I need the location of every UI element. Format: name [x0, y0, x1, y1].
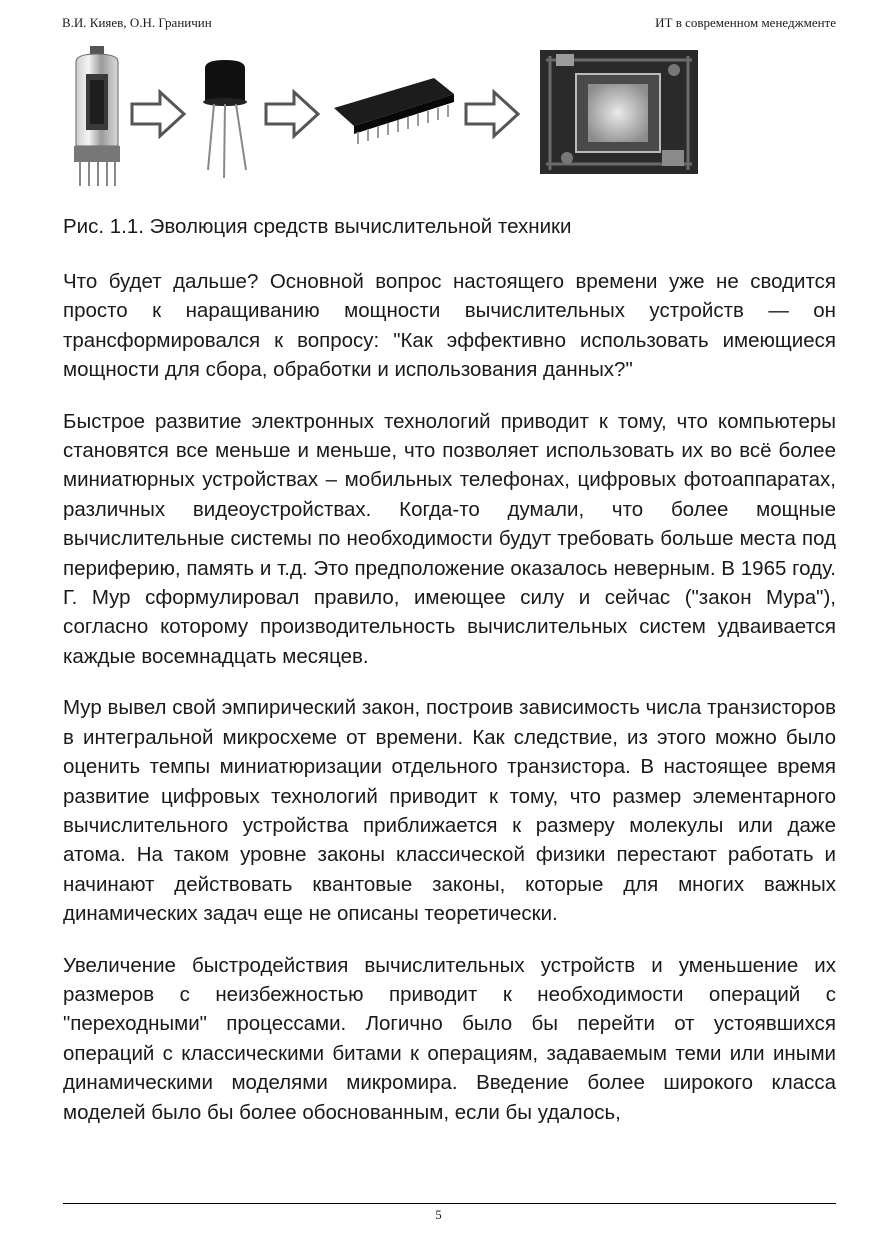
paragraph: Мур вывел свой эмпирический закон, построив зависимость числа транзисторов в интегральной микросхеме от времени. Как следствие, из этого можно было оценить темпы миниатюризации отдельного транзистора. В настоящее время развитие цифровых технологий приводит к тому, что размер элементарного вычислительного устройства приближается к размеру молекулы или даже атома. На таком уровне законы классической физики перестают работать и начинают действовать квантовые законы, которые для многих важных динамических задач еще не описаны теоретически.: [63, 696, 836, 926]
figure-caption: Рис. 1.1. Эволюция средств вычислительной техники: [63, 215, 572, 238]
paragraph: Что будет дальше? Основной вопрос настоящего времени уже не сводится просто к наращиванию мощности вычислительных устройств — он трансформировался к вопросу: "Как эффективно использовать имеющиеся мощности для сбора, обработки и использования данных?": [63, 270, 836, 382]
header-authors: В.И. Кияев, О.Н. Граничин: [62, 15, 212, 30]
arrow-icon: [466, 92, 518, 136]
page-number: 5: [435, 1207, 442, 1222]
arrow-icon: [132, 92, 184, 136]
microprocessor-image: [540, 50, 698, 174]
paragraph: Увеличение быстродействия вычислительных устройств и уменьшение их размеров с неизбежностью приводит к необходимости операций с "переходными" процессами. Логично было бы перейти от устоявшихся операций с классическими битами к операциям, задаваемым теми или иными динамическими моделями микромира. Введение более широкого класса моделей было бы более обоснованным, если бы удалось,: [63, 953, 836, 1124]
paragraph: Быстрое развитие электронных технологий приводит к тому, что компьютеры становятся все меньше и меньше, что позволяет использовать их во всё более миниатюрных устройствах – мобильных телефонах, цифровых фотоаппаратах, различных видеоустройствах. Когда-то думали, что более мощные вычислительные системы по необходимости будут требовать больше места под периферию, память и т.д. Это предположение оказалось неверным. В 1965 году. Г. Мур сформулировал правило, имеющее силу и сейчас ("закон Мура"), согласно которому производительность вычислительных систем удваивается каждые восемнадцать месяцев.: [63, 409, 836, 668]
evolution-figure: [62, 46, 702, 188]
footer-divider: [63, 1203, 836, 1204]
body-text: [63, 267, 836, 1149]
header-title: ИТ в современном менеджменте: [655, 15, 836, 30]
arrow-icon: [266, 92, 318, 136]
running-header: [62, 14, 836, 32]
integrated-circuit-image: [334, 78, 454, 144]
transistor-image: [203, 60, 247, 178]
vacuum-tube-image: [74, 46, 120, 186]
